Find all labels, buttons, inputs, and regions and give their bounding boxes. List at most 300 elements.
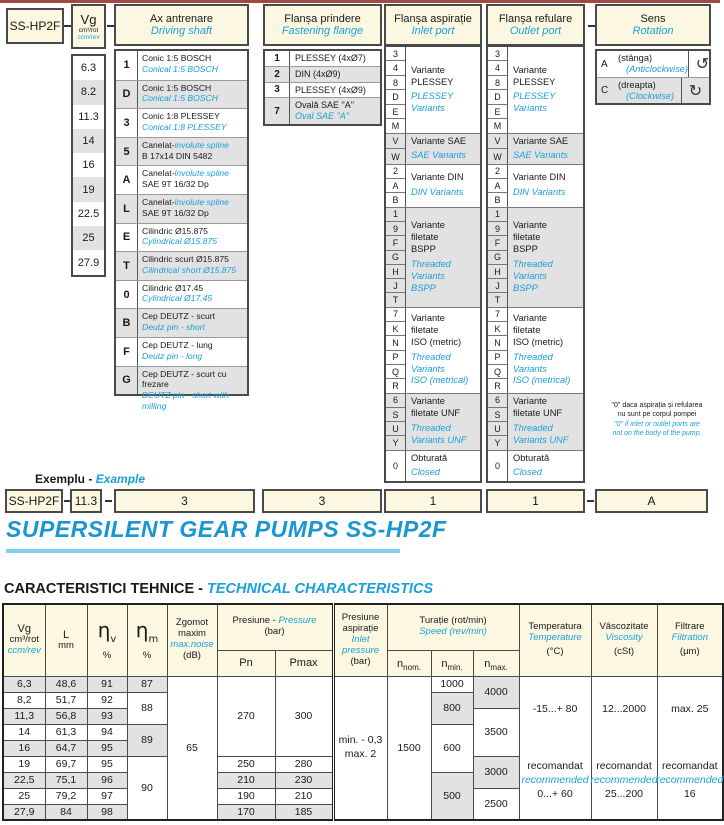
- port-code: J: [386, 279, 405, 293]
- shaft-desc-line2: SAE 9T 16/32 Dp: [142, 179, 209, 190]
- tech-cell-n_nom: 1500: [387, 676, 431, 820]
- port-code: S: [386, 408, 405, 422]
- pressure-title: Presiune - Pressure: [232, 615, 317, 627]
- example-box-outlet: 1: [486, 489, 585, 513]
- port-code: E: [386, 105, 405, 119]
- col-header-viscosity: [591, 604, 657, 676]
- tech-cell-pmax: 230: [275, 772, 333, 788]
- port-code: F: [488, 236, 507, 250]
- flange-header: [263, 4, 382, 46]
- shaft-desc-line2: Conical 1:5 BOSCH: [142, 93, 218, 104]
- visc-ro: Vâscozitate: [599, 621, 649, 633]
- tech-cell-l: 56,8: [45, 708, 87, 724]
- shaft-desc: [138, 109, 247, 137]
- port-code: K: [488, 322, 507, 336]
- shaft-code: E: [116, 224, 138, 252]
- shaft-option-list: [114, 49, 249, 411]
- col-header-pn: Pn: [217, 650, 275, 676]
- temp-en: Temperature: [528, 632, 582, 644]
- rotation-option-list: [595, 49, 711, 105]
- rotation-label: (dreapta) (Clockwise): [618, 80, 675, 102]
- page-title: SUPERSILENT GEAR PUMPS SS-HP2F: [6, 516, 447, 542]
- eta-v-unit: %: [102, 649, 112, 661]
- example-box-rotation: A: [595, 489, 708, 513]
- port-code: Q: [386, 365, 405, 379]
- shaft-desc-line1: Cep DEUTZ - scurt: [142, 311, 216, 322]
- shaft-row: [116, 280, 247, 309]
- clockwise-icon: ↻: [681, 78, 709, 103]
- tech-cell-l: 64,7: [45, 740, 87, 756]
- port-code: G: [488, 251, 507, 265]
- tech-cell-pmax: 185: [275, 804, 333, 820]
- tech-cell-pn: 210: [217, 772, 275, 788]
- tech-table: [2, 603, 724, 821]
- port-group-desc: Variante SAE SAE Variants: [411, 135, 467, 160]
- flange-desc: Ovală SAE "A" Oval SAE "A": [295, 100, 354, 122]
- tech-cell-l: 79,2: [45, 788, 87, 804]
- noise-en: max.noise: [170, 639, 214, 651]
- port-code: 2: [386, 165, 405, 179]
- tech-header-row-1: [3, 604, 723, 650]
- shaft-desc: [138, 138, 247, 166]
- port-code: 6: [488, 394, 507, 408]
- vg-value: 6.3: [80, 62, 97, 75]
- shaft-row: [116, 108, 247, 137]
- port-code: F: [386, 236, 405, 250]
- tech-cell-pmax: 300: [275, 676, 333, 756]
- shaft-desc: [138, 224, 247, 252]
- port-group: [386, 450, 480, 481]
- ports-note: [595, 401, 719, 439]
- tech-cell-inlet: min. - 0,3 max. 2: [333, 676, 387, 820]
- rotation-label: (stânga) (Anticlockwise): [618, 53, 688, 75]
- flange-desc: PLESSEY (4xØ7): [295, 53, 366, 63]
- tech-cell-l: 61,3: [45, 724, 87, 740]
- shaft-desc-line1: Canelat-involute spline: [142, 196, 229, 207]
- tech-cell-vg: 8,2: [3, 692, 45, 708]
- tech-cell-vg: 19: [3, 756, 45, 772]
- shaft-desc: [138, 281, 247, 309]
- inletp-en: Inlet pressure: [342, 633, 379, 656]
- flange-title-en: Fastening flange: [281, 25, 364, 37]
- tech-cell-vg: 27,9: [3, 804, 45, 820]
- port-code: T: [392, 295, 399, 306]
- port-group: [386, 393, 480, 450]
- port-group: [386, 47, 480, 133]
- port-group-desc: Variante filetate UNF Threaded Variants UNF: [513, 396, 569, 446]
- port-code: A: [386, 179, 405, 193]
- outlet-header: [486, 4, 585, 46]
- port-group-desc: Variante DIN DIN Variants: [411, 172, 464, 198]
- shaft-row: [116, 366, 247, 411]
- port-group: [386, 133, 480, 164]
- flange-row: [265, 97, 380, 124]
- inlet-option-list: [384, 45, 482, 483]
- shaft-desc-line2: Deutz pin - long: [142, 350, 203, 361]
- visc-unit: (cSt): [614, 646, 635, 658]
- tech-cell-pn: 170: [217, 804, 275, 820]
- port-group: [488, 164, 583, 207]
- eta-m-symbol: $\eta_m$: [135, 617, 159, 645]
- shaft-desc-line1: Cilindric Ø15.875: [142, 225, 208, 236]
- tech-cell-eta_m: 90: [127, 756, 167, 820]
- tech-cell-pn: 250: [217, 756, 275, 772]
- inletp-ro1: Presiune: [341, 611, 380, 623]
- tech-cell-eta_m: 88: [127, 692, 167, 724]
- filt-ro: Filtrare: [675, 621, 705, 633]
- inlet-title-en: Inlet port: [411, 25, 455, 37]
- shaft-row: [116, 137, 247, 166]
- col-header-temperature: [519, 604, 591, 676]
- speed-ro: Turație (rot/min): [419, 615, 487, 627]
- shaft-desc: [138, 51, 247, 80]
- vg-value: 14: [73, 129, 104, 153]
- port-code: J: [488, 279, 507, 293]
- note-line: "0" if inlet or outlet ports are: [614, 420, 700, 428]
- example-label-en: Example: [95, 472, 146, 486]
- flange-code: 7: [265, 98, 290, 124]
- tech-cell-vg: 6,3: [3, 676, 45, 692]
- col-l-sym: L: [62, 628, 70, 641]
- col-header-n-max: $n_{max.}$: [473, 650, 519, 676]
- col-vg-en: ccm/rev: [7, 645, 41, 657]
- shaft-desc-line1: Cep DEUTZ - lung: [142, 339, 213, 350]
- shaft-code: A: [116, 166, 138, 194]
- title-underline: [6, 549, 400, 553]
- vg-value-list: [71, 54, 106, 277]
- port-code: 7: [488, 308, 507, 322]
- shaft-row: [116, 337, 247, 366]
- port-code: W: [391, 151, 400, 162]
- port-code: 1: [488, 208, 507, 222]
- connector-dash: [105, 500, 112, 502]
- col-header-noise: [167, 604, 217, 676]
- filt-unit: (μm): [679, 646, 700, 658]
- flange-code: 1: [265, 51, 290, 66]
- flange-desc: PLESSEY (4xØ9): [295, 84, 366, 95]
- port-code: Q: [488, 365, 507, 379]
- port-code: Y: [494, 438, 501, 449]
- shaft-title-en: Driving shaft: [150, 25, 213, 37]
- tech-cell-n_min: 800: [431, 692, 473, 724]
- tech-cell-eta_m: 89: [127, 724, 167, 756]
- tech-cell-vg: 11,3: [3, 708, 45, 724]
- port-code: 6: [386, 394, 405, 408]
- port-code: M: [493, 121, 502, 132]
- shaft-code: B: [116, 309, 138, 337]
- vg-value: 8.2: [73, 80, 104, 104]
- port-group-desc: Variante filetate ISO (metric) Threaded Variants ISO (metrical): [513, 313, 571, 386]
- note-line: "0" daca aspirația și refularea: [611, 402, 703, 409]
- tech-cell-n_max: 2500: [473, 788, 519, 820]
- col-header-filtration: [657, 604, 723, 676]
- port-group-desc: Variante filetate ISO (metric) Threaded Variants ISO (metrical): [411, 313, 469, 386]
- col-header-inlet-pressure: [333, 604, 387, 676]
- model-label: SS-HP2F: [9, 19, 61, 33]
- noise-unit: (dB): [183, 650, 201, 662]
- port-code: 3: [386, 47, 405, 61]
- shaft-desc-line2: DEUTZ pin - short with milling: [142, 390, 229, 411]
- port-code: A: [488, 179, 507, 193]
- port-code: 0: [392, 460, 398, 471]
- shaft-desc-line1: Cep DEUTZ - scurt cu frezare: [142, 368, 227, 390]
- example-box-flange: 3: [262, 489, 382, 513]
- note-line: nu sunt pe corpul pompei: [617, 411, 697, 419]
- port-code: 9: [386, 222, 405, 236]
- port-code: M: [391, 121, 400, 132]
- shaft-desc: [138, 367, 247, 411]
- tech-cell-eta_v: 95: [87, 740, 127, 756]
- port-code: 4: [488, 61, 507, 75]
- inletp-unit: (bar): [350, 655, 371, 667]
- flange-code: 3: [265, 83, 290, 98]
- shaft-row: [116, 308, 247, 337]
- col-header-eta-v: [87, 604, 127, 676]
- flange-code: 2: [265, 67, 290, 82]
- tech-cell-eta_m: 87: [127, 676, 167, 692]
- port-code: R: [392, 380, 399, 391]
- shaft-desc-line2: Deutz pin - short: [142, 322, 206, 333]
- port-group: [386, 207, 480, 307]
- port-group-desc: Variante PLESSEY PLESSEY Variants: [411, 64, 454, 114]
- shaft-desc-line2: Cilindrical short Ø15.875: [142, 264, 237, 275]
- port-code: D: [386, 90, 405, 104]
- tech-cell-pmax: 210: [275, 788, 333, 804]
- connector-dash: [588, 25, 595, 27]
- tech-heading: [4, 581, 433, 597]
- tech-cell-noise: 65: [167, 676, 217, 820]
- shaft-desc: [138, 166, 247, 194]
- vg-unit-en: ccm/rev: [77, 34, 100, 41]
- shaft-code: G: [116, 367, 138, 395]
- shaft-desc-line2: Cylindrical Ø15.875: [142, 236, 217, 247]
- col-header-vg: [3, 604, 45, 676]
- tech-cell-eta_v: 98: [87, 804, 127, 820]
- tech-cell-n_max: 3000: [473, 756, 519, 788]
- port-code: 3: [488, 47, 507, 61]
- port-group-desc: Obturată Closed: [513, 452, 550, 477]
- vg-label: Vg: [80, 12, 97, 27]
- example-box-shaft: 3: [114, 489, 255, 513]
- shaft-desc-line1: Conic 1:8 PLESSEY: [142, 111, 220, 122]
- tech-cell-eta_v: 93: [87, 708, 127, 724]
- shaft-row: [116, 51, 247, 80]
- port-code: U: [386, 422, 405, 436]
- vg-value: 11.3: [78, 110, 99, 123]
- example-box-vg: 11.3: [70, 489, 102, 513]
- tech-cell-eta_v: 96: [87, 772, 127, 788]
- col-header-pressure: [217, 604, 333, 650]
- shaft-code: T: [116, 252, 138, 280]
- port-code: N: [386, 336, 405, 350]
- shaft-desc-line2: B 17x14 DIN 5482: [142, 150, 213, 161]
- anticlockwise-icon: ↺: [688, 51, 716, 77]
- port-group: [488, 307, 583, 393]
- port-code: S: [488, 408, 507, 422]
- flange-row: [265, 66, 380, 82]
- inlet-header: [384, 4, 482, 46]
- col-header-l: [45, 604, 87, 676]
- example-label-ro: Exemplu -: [35, 472, 96, 486]
- eta-m-unit: %: [142, 649, 152, 661]
- shaft-desc-line2: Conical 1:8 PLESSEY: [142, 121, 227, 132]
- port-code: W: [493, 151, 502, 162]
- port-group: [386, 307, 480, 393]
- vg-value: 19: [73, 177, 104, 201]
- port-group-desc: Variante SAE SAE Variants: [513, 135, 569, 160]
- tech-cell-eta_v: 95: [87, 756, 127, 772]
- connector-dash: [587, 500, 594, 502]
- shaft-code: 0: [116, 281, 138, 309]
- col-vg-sym: Vg: [17, 623, 31, 636]
- tech-cell-n_min: 500: [431, 772, 473, 820]
- connector-dash: [64, 25, 71, 27]
- tech-cell-vg: 16: [3, 740, 45, 756]
- tech-cell-l: 84: [45, 804, 87, 820]
- example-label: [35, 472, 145, 486]
- tech-cell-temp: -15...+ 80 recomandat recommended 0...+ 60: [519, 676, 591, 820]
- shaft-row: [116, 194, 247, 223]
- tech-cell-l: 48,6: [45, 676, 87, 692]
- connector-dash: [107, 25, 114, 27]
- shaft-desc-line2: Conical 1:5 BOSCH: [142, 63, 218, 74]
- shaft-code: F: [116, 338, 138, 366]
- col-header-speed: [387, 604, 519, 650]
- port-code: B: [392, 195, 399, 206]
- shaft-code: L: [116, 195, 138, 223]
- port-code: 8: [386, 76, 405, 90]
- tech-cell-pn: 190: [217, 788, 275, 804]
- port-code: P: [488, 351, 507, 365]
- tech-cell-eta_v: 94: [87, 724, 127, 740]
- col-l-unit: mm: [58, 639, 74, 651]
- flange-row: [265, 82, 380, 98]
- pressure-unit: (bar): [264, 626, 285, 638]
- tech-cell-filt: max. 25 recomandat recommended 16: [657, 676, 723, 820]
- tech-heading-ro: CARACTERISTICI TEHNICE -: [4, 581, 207, 597]
- col-header-n-nom: $n_{nom.}$: [387, 650, 431, 676]
- port-code: B: [494, 195, 501, 206]
- rotation-code: A: [601, 58, 608, 70]
- port-group: [488, 393, 583, 450]
- port-group: [488, 133, 583, 164]
- port-group: [488, 450, 583, 481]
- shaft-desc: [138, 81, 247, 109]
- tech-cell-vg: 25: [3, 788, 45, 804]
- rotation-row: [597, 77, 709, 103]
- tech-cell-l: 51,7: [45, 692, 87, 708]
- port-group: [488, 47, 583, 133]
- col-vg-ro: cm³/rot: [9, 634, 40, 646]
- port-code: 2: [488, 165, 507, 179]
- port-code: 1: [386, 208, 405, 222]
- tech-cell-n_max: 4000: [473, 676, 519, 708]
- shaft-title-ro: Ax antrenare: [150, 13, 213, 25]
- tech-cell-l: 75,1: [45, 772, 87, 788]
- filt-en: Filtration: [671, 632, 708, 644]
- tech-cell-eta_v: 97: [87, 788, 127, 804]
- shaft-code: 5: [116, 138, 138, 166]
- shaft-desc-line1: Conic 1:5 BOSCH: [142, 82, 212, 93]
- shaft-desc: [138, 252, 247, 280]
- col-header-eta-m: [127, 604, 167, 676]
- port-group-desc: Variante DIN DIN Variants: [513, 172, 566, 198]
- shaft-desc: [138, 338, 247, 366]
- tech-row: [3, 676, 723, 692]
- tech-table-body: [3, 676, 723, 820]
- col-header-pmax: Pmax: [275, 650, 333, 676]
- port-code: V: [386, 134, 405, 150]
- port-code: D: [488, 90, 507, 104]
- tech-cell-n_min: 1000: [431, 676, 473, 692]
- port-group-desc: Variante filetate UNF Threaded Variants UNF: [411, 396, 467, 446]
- temp-unit: (°C): [546, 646, 564, 658]
- tech-heading-en: TECHNICAL CHARACTERISTICS: [207, 581, 434, 597]
- port-code: 7: [386, 308, 405, 322]
- port-code: E: [488, 105, 507, 119]
- port-group: [386, 164, 480, 207]
- note-line: not on the body of the pump.: [612, 430, 702, 438]
- col-header-n-min: $n_{min.}$: [431, 650, 473, 676]
- tech-cell-l: 69,7: [45, 756, 87, 772]
- shaft-desc-line1: Conic 1:5 BOSCH: [142, 53, 212, 63]
- shaft-row: [116, 223, 247, 252]
- port-code: R: [494, 380, 501, 391]
- shaft-code: D: [116, 81, 138, 109]
- vg-value: 22.5: [77, 207, 100, 220]
- tech-cell-pmax: 280: [275, 756, 333, 772]
- flange-desc: DIN (4xØ9): [295, 68, 341, 79]
- vg-value: 25: [73, 226, 104, 250]
- vg-value: 16: [82, 159, 95, 172]
- shaft-code: 3: [116, 109, 138, 137]
- shaft-desc-line2: SAE 9T 16/32 Dp: [142, 207, 209, 218]
- shaft-code: 1: [116, 51, 138, 80]
- rotation-title-en: Rotation: [632, 25, 674, 37]
- flange-option-list: [263, 49, 382, 126]
- outlet-title-en: Outlet port: [509, 25, 562, 37]
- port-group-desc: Variante PLESSEY PLESSEY Variants: [513, 64, 556, 114]
- port-code: K: [386, 322, 405, 336]
- port-group: [488, 207, 583, 307]
- port-code: 0: [494, 460, 500, 471]
- port-code: 4: [386, 61, 405, 75]
- outlet-title-ro: Flanșa refulare: [498, 13, 573, 25]
- port-code: T: [494, 295, 501, 306]
- flange-title-ro: Flanșa prindere: [284, 13, 361, 25]
- port-group-desc: Variante filetate BSPP Threaded Variants BSPP: [513, 220, 553, 293]
- flange-row: [265, 51, 380, 66]
- port-group-desc: Variante filetate BSPP Threaded Variants BSPP: [411, 220, 451, 293]
- port-code: P: [386, 351, 405, 365]
- vg-header: [71, 4, 106, 49]
- tech-cell-vg: 14: [3, 724, 45, 740]
- vg-unit-ro: cm³/rot: [78, 27, 99, 34]
- scan-artifact-line: [0, 0, 720, 3]
- port-code: Y: [392, 438, 399, 449]
- shaft-desc: [138, 309, 247, 337]
- shaft-desc-line1: Cilindric Ø17.45: [142, 282, 204, 293]
- tech-cell-n_min: 600: [431, 724, 473, 772]
- eta-v-symbol: $\eta_v$: [97, 617, 117, 645]
- shaft-desc-line1: Canelat-involute spline: [142, 139, 229, 150]
- rotation-header: [595, 4, 711, 46]
- port-code: N: [488, 336, 507, 350]
- speed-en: Speed (rev/min): [419, 626, 487, 638]
- shaft-row: [116, 251, 247, 280]
- port-code: G: [386, 251, 405, 265]
- port-code: U: [488, 422, 507, 436]
